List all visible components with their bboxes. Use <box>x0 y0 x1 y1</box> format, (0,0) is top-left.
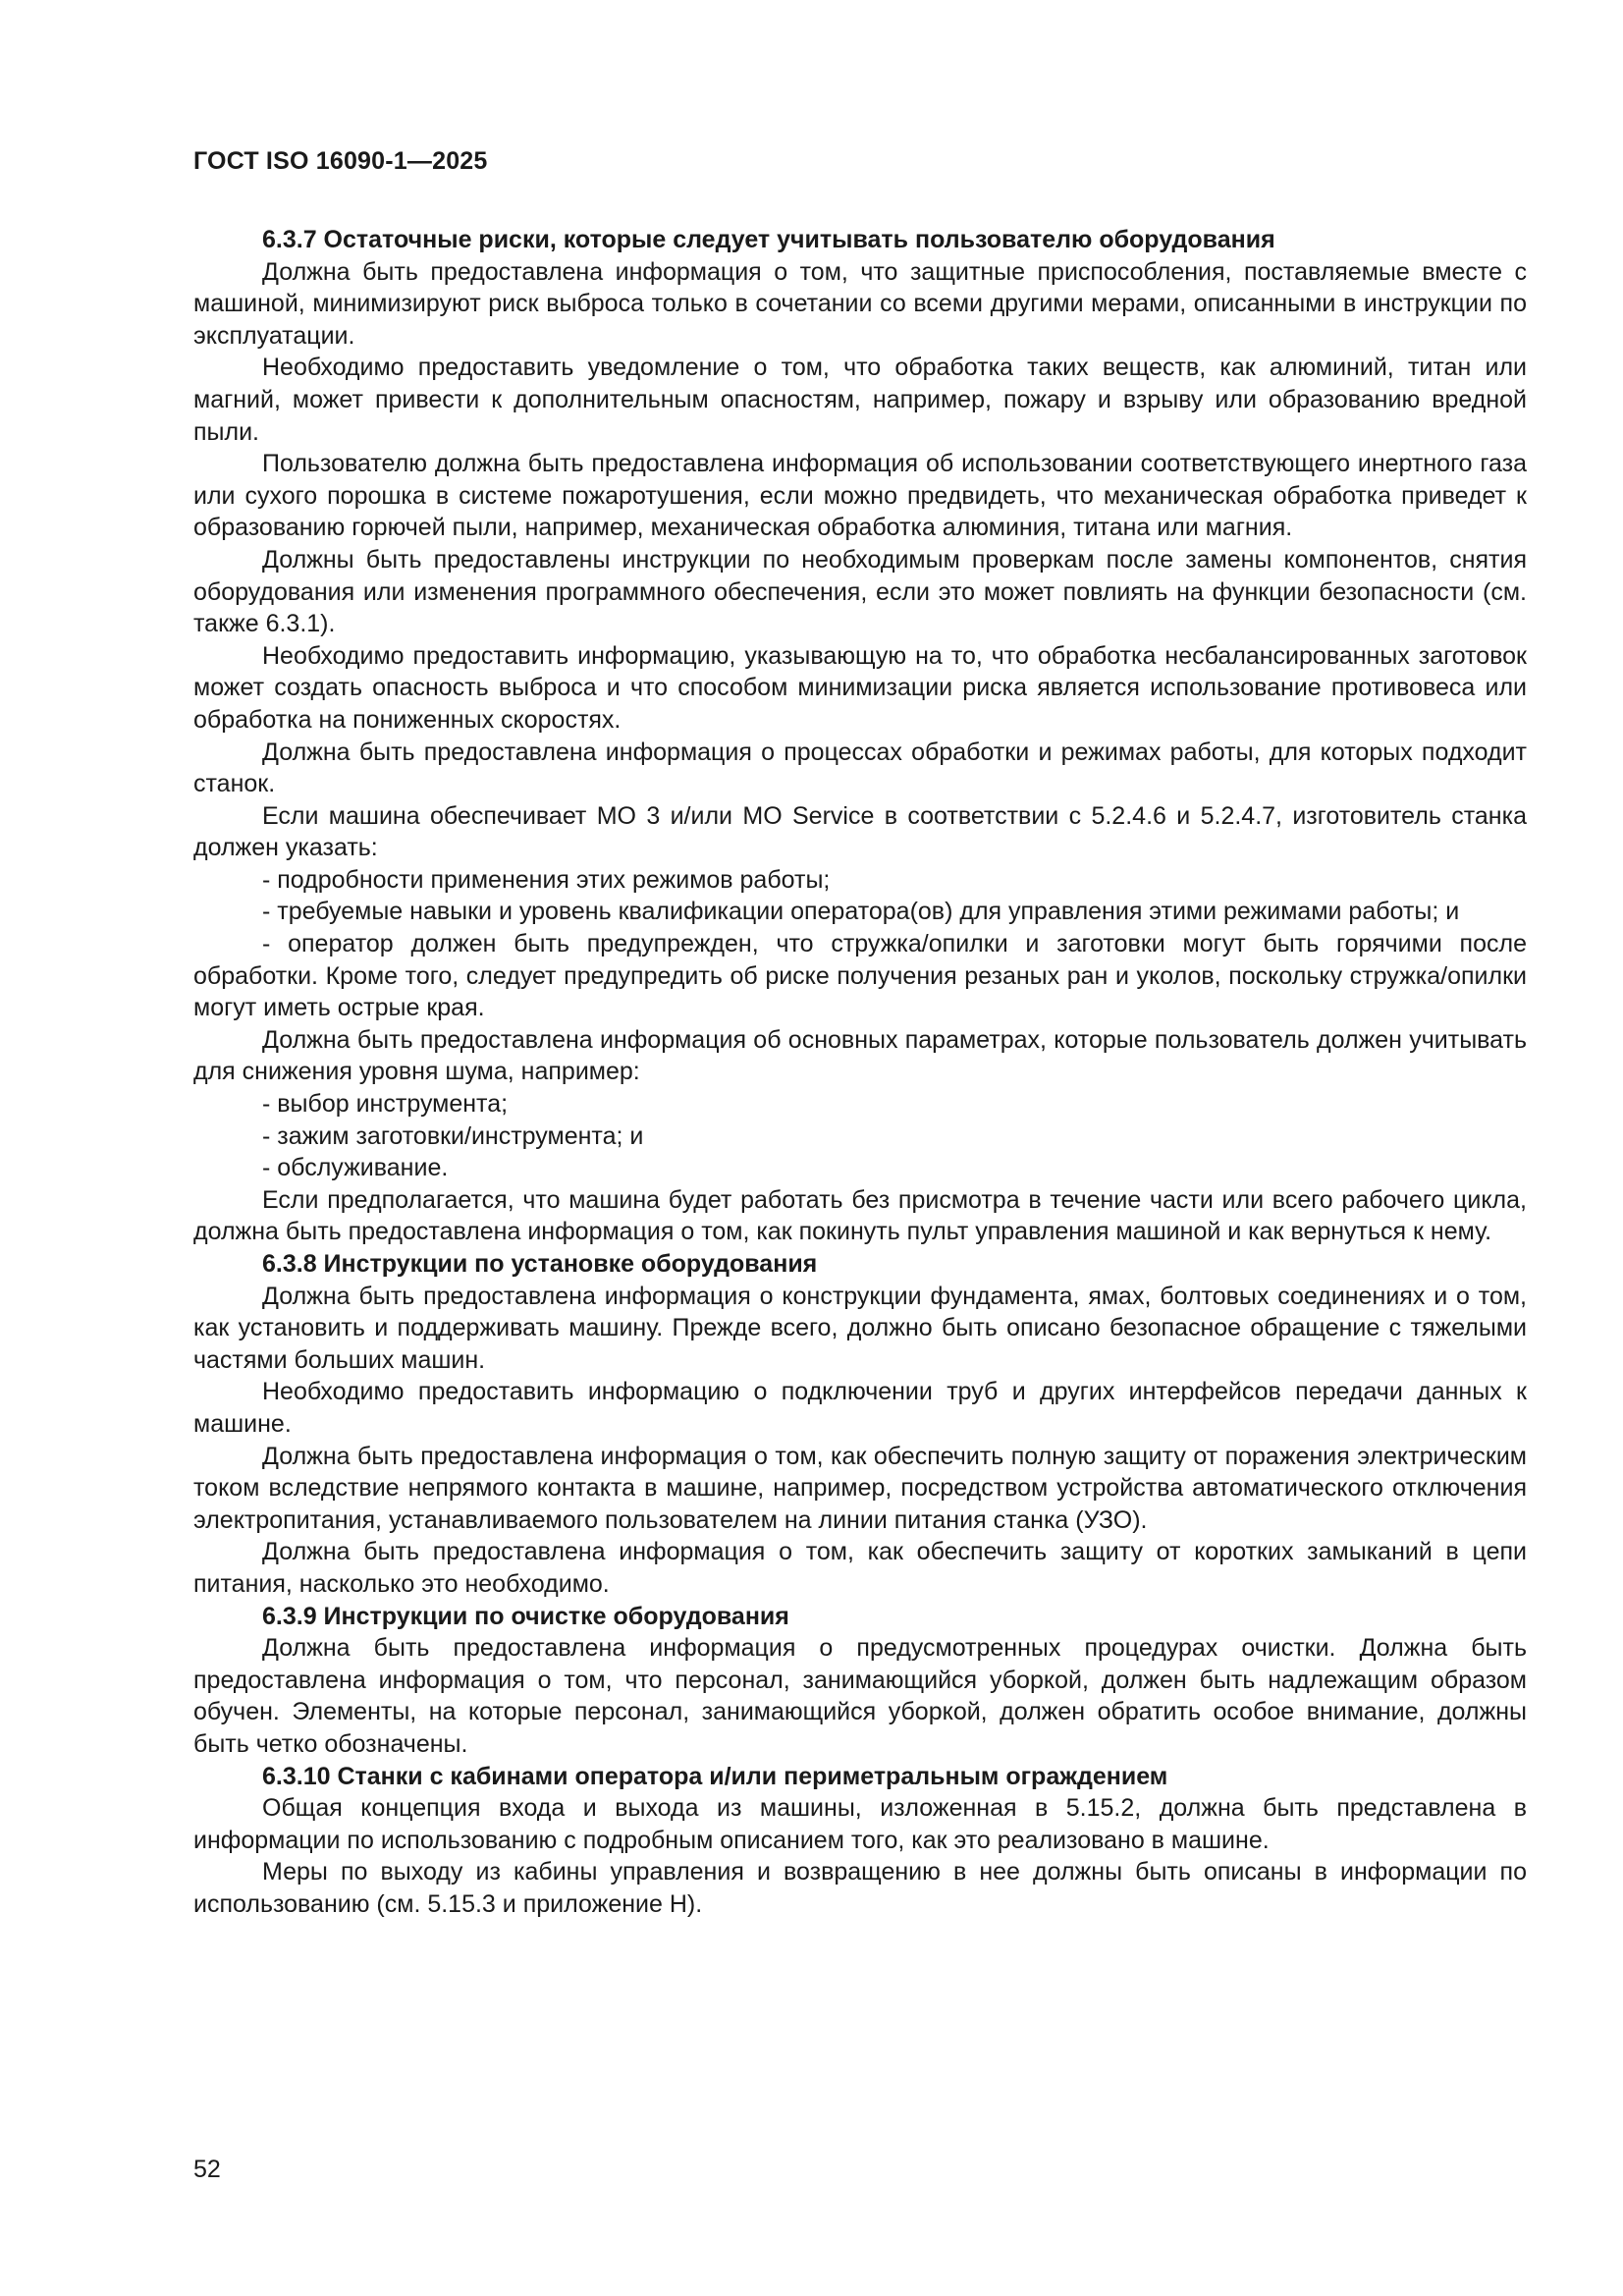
body-paragraph: - оператор должен быть предупрежден, что стружка/опилки и заготовки могут быть горячими после обработки. Кроме того, следует предупредить об риске получения резаных ран и уколов, поскольку стружка/опилки могут иметь острые края. <box>193 930 1527 1022</box>
body-paragraph: Пользователю должна быть предоставлена информация об использовании соответствующего инертного газа или сухого порошка в системе пожаротушения, если можно предвидеть, что механическая обработка приведет к образованию горючей пыли, например, механическая обработка алюминия, титана или магния. <box>193 450 1527 542</box>
body-paragraph: Должны быть предоставлены инструкции по необходимым проверкам после замены компонентов, снятия оборудования или изменения программного обеспечения, если это может повлиять на функции безопасности (см. также 6.3.1). <box>193 545 1527 638</box>
body-paragraph: Должна быть предоставлена информация о том, как обеспечить полную защиту от поражения электрическим током вследствие непрямого контакта в машине, например, посредством устройства автоматического отключения электропитания, устанавливаемого пользователем на линии питания станка (УЗО). <box>193 1442 1527 1534</box>
body-paragraph: - выбор инструмента; <box>262 1090 509 1119</box>
section-heading: 6.3.9 Инструкции по очистке оборудования <box>262 1602 789 1630</box>
body-paragraph: Необходимо предоставить информацию о подключении труб и других интерфейсов передачи данных к машине. <box>193 1378 1527 1438</box>
body-paragraph: Должна быть предоставлена информация о том, как обеспечить защиту от коротких замыканий в цепи питания, насколько это необходимо. <box>193 1538 1527 1598</box>
body-paragraph: Необходимо предоставить уведомление о том, что обработка таких веществ, как алюминий, титан или магний, может привести к дополнительным опасностям, например, пожару и взрыву или образованию вредной пыли. <box>193 354 1527 446</box>
section-heading: 6.3.8 Инструкции по установке оборудования <box>262 1250 818 1278</box>
body-paragraph: Должна быть предоставлена информация об основных параметрах, которые пользователь должен учитывать для снижения уровня шума, например: <box>193 1025 1527 1086</box>
body-paragraph: Общая концепция входа и выхода из машины, изложенная в 5.15.2, должна быть представлена в информации по использованию с подробным описанием того, как это реализовано в машине. <box>193 1794 1527 1854</box>
body-paragraph: Меры по выходу из кабины управления и возвращению в нее должны быть описаны в информации по использованию (см. 5.15.3 и приложение Н). <box>193 1858 1527 1918</box>
body-paragraph: Необходимо предоставить информацию, указывающую на то, что обработка несбалансированных заготовок может создать опасность выброса и что способом минимизации риска является использование противовеса или обработка на пониженных скоростях. <box>193 641 1527 734</box>
document-body <box>193 224 1527 1920</box>
document-page <box>193 0 1529 2296</box>
body-paragraph: Должна быть предоставлена информация о процессах обработки и режимах работы, для которых подходит станок. <box>193 738 1527 798</box>
page-number: 52 <box>193 2156 221 2183</box>
section-heading: 6.3.10 Станки с кабинами оператора и/или периметральным ограждением <box>262 1762 1168 1790</box>
body-paragraph: Должна быть предоставлена информация о конструкции фундамента, ямах, болтовых соединениях и о том, как установить и поддерживать машину. Прежде всего, должно быть описано безопасное обращение с тяжелыми частями больших машин. <box>193 1282 1527 1374</box>
document-code-header: ГОСТ ISO 16090-1—2025 <box>193 147 488 175</box>
section-heading: 6.3.7 Остаточные риски, которые следует учитывать пользователю оборудования <box>262 226 1275 253</box>
body-paragraph: Если предполагается, что машина будет работать без присмотра в течение части или всего рабочего цикла, должна быть предоставлена информация о том, как покинуть пульт управления машиной и как вернуться к нему. <box>193 1185 1527 1246</box>
body-paragraph: - зажим заготовки/инструмента; и <box>262 1121 644 1150</box>
body-paragraph: - подробности применения этих режимов работы; <box>262 865 831 894</box>
body-paragraph: - требуемые навыки и уровень квалификации оператора(ов) для управления этими режимами работы; и <box>262 898 1460 926</box>
body-paragraph: Должна быть предоставлена информация о предусмотренных процедурах очистки. Должна быть предоставлена информация о том, что персонал, занимающийся уборкой, должен быть надлежащим образом обучен. Элементы, на которые персонал, занимающийся уборкой, должен обратить особое внимание, должны быть четко обозначены. <box>193 1634 1527 1758</box>
body-paragraph: - обслуживание. <box>262 1154 449 1182</box>
body-paragraph: Если машина обеспечивает МО 3 и/или МО Service в соответствии с 5.2.4.6 и 5.2.4.7, изготовитель станка должен указать: <box>193 801 1527 862</box>
body-paragraph: Должна быть предоставлена информация о том, что защитные приспособления, поставляемые вместе с машиной, минимизируют риск выброса только в сочетании со всеми другими мерами, описанными в инструкции по эксплуатации. <box>193 257 1527 350</box>
